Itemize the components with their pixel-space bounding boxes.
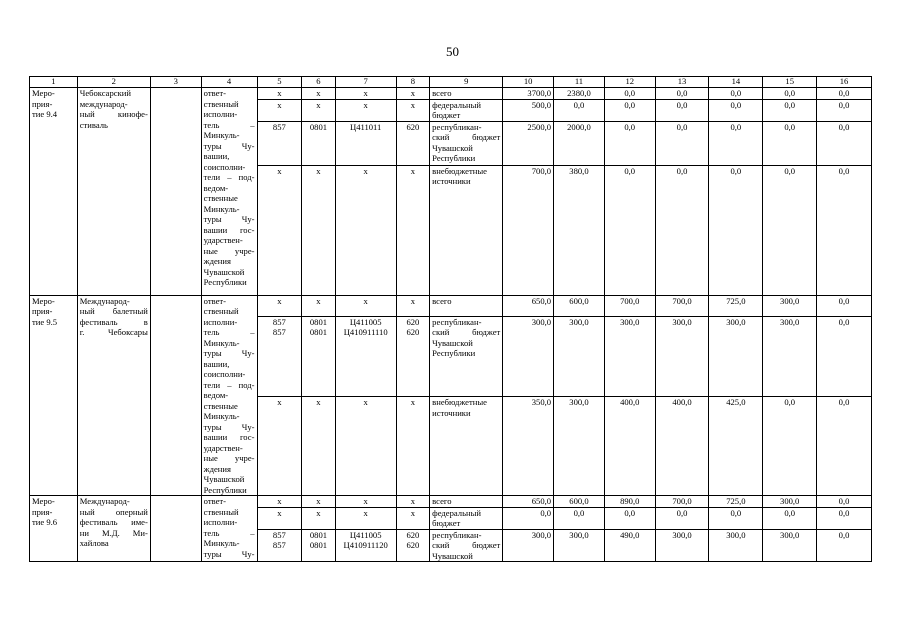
text-line: ственный: [203, 306, 239, 316]
header-cell: 13: [655, 77, 709, 88]
amount-cell: 0,0: [554, 507, 605, 529]
amount-cell: 0,0: [817, 529, 872, 562]
amount-cell: 2500,0: [503, 121, 554, 165]
responsible-executor: [201, 496, 257, 562]
budget-code-c8: x: [396, 295, 430, 316]
text-line: фестиваль име-: [79, 517, 148, 527]
text-line: Чувашской: [203, 474, 245, 484]
amount-cell: 700,0: [655, 496, 709, 508]
budget-code-c7: [335, 316, 396, 396]
text-line: Республики: [432, 348, 476, 359]
amount-cell: 0,0: [817, 397, 872, 496]
amount-cell: 890,0: [604, 496, 655, 508]
text-line: ственный: [203, 98, 239, 109]
amount-cell: 300,0: [763, 316, 817, 396]
text-line: Международ-: [79, 295, 130, 306]
text-line: туры Чу-: [203, 214, 255, 224]
amount-cell: 0,0: [604, 99, 655, 121]
budget-code-c8: x: [396, 99, 430, 121]
text-line: 620: [406, 327, 420, 338]
text-line: внебюджетные: [432, 165, 487, 176]
text-line: Минкуль-: [203, 203, 240, 214]
amount-cell: 300,0: [554, 529, 605, 562]
event-name: [77, 295, 150, 496]
text-line: источники: [432, 407, 471, 418]
budget-code-c8: x: [396, 496, 430, 508]
text-line: федеральный: [432, 99, 481, 110]
amount-cell: 0,0: [763, 88, 817, 100]
empty-cell: [150, 295, 201, 496]
text-line: Ц411005: [349, 529, 382, 540]
empty-cell: [150, 496, 201, 562]
header-cell: 10: [503, 77, 554, 88]
budget-code-c5: [257, 529, 302, 562]
text-line: республикан-: [432, 121, 482, 132]
budget-code-c5: x: [257, 88, 302, 100]
funding-source: [430, 88, 503, 100]
budget-code-c6: x: [302, 99, 336, 121]
budget-code-c8: [396, 529, 430, 562]
amount-cell: 0,0: [709, 88, 763, 100]
amount-cell: 300,0: [763, 496, 817, 508]
budget-code-c8: [396, 316, 430, 396]
amount-cell: 300,0: [503, 529, 554, 562]
funding-source: [430, 121, 503, 165]
budget-code-c6: x: [302, 397, 336, 496]
text-line: Республики: [432, 153, 476, 163]
amount-cell: 0,0: [817, 165, 872, 295]
amount-cell: 0,0: [817, 507, 872, 529]
amount-cell: 0,0: [817, 99, 872, 121]
text-line: исполни-: [203, 517, 238, 527]
budget-code-c5: x: [257, 496, 302, 508]
amount-cell: 300,0: [709, 529, 763, 562]
page-number: 50: [446, 44, 459, 59]
text-line: ственный: [203, 506, 239, 517]
text-line: Чувашской: [203, 266, 245, 277]
amount-cell: 400,0: [604, 397, 655, 496]
amount-cell: 0,0: [817, 295, 872, 316]
budget-code-c8: x: [396, 165, 430, 295]
header-row: [30, 77, 872, 88]
amount-cell: 0,0: [655, 165, 709, 295]
text-line: 857: [272, 540, 286, 550]
budget-code-c7: [335, 529, 396, 562]
amount-cell: 400,0: [655, 397, 709, 496]
text-line: ждения: [203, 256, 231, 266]
funding-source: [430, 496, 503, 508]
funding-source: [430, 295, 503, 316]
header-cell: 1: [30, 77, 78, 88]
text-line: ные учре-: [203, 245, 255, 256]
text-line: тель –: [203, 119, 255, 130]
header-cell: 14: [709, 77, 763, 88]
text-line: туры Чу-: [203, 421, 255, 432]
text-line: Меро-: [32, 295, 55, 306]
budget-code-c7: x: [335, 165, 396, 295]
empty-cell: [150, 88, 201, 296]
text-line: туры Чу-: [203, 348, 255, 358]
text-line: вашии гос-: [203, 432, 255, 442]
text-line: ственные: [203, 193, 238, 203]
budget-code-c8: x: [396, 88, 430, 100]
amount-cell: 300,0: [554, 397, 605, 496]
text-line: вашии,: [203, 358, 230, 369]
budget-code-c6: [302, 529, 336, 562]
budget-code-c6: x: [302, 88, 336, 100]
budget-code-c5: x: [257, 397, 302, 496]
amount-cell: 0,0: [763, 165, 817, 295]
text-line: вашии гос-: [203, 224, 255, 235]
text-line: ный оперный: [79, 506, 148, 517]
budget-code-c7: x: [335, 295, 396, 316]
text-line: 620: [406, 316, 420, 327]
amount-cell: 300,0: [709, 316, 763, 396]
text-line: 620: [406, 529, 420, 540]
budget-code-c5: [257, 316, 302, 396]
amount-cell: 300,0: [655, 316, 709, 396]
text-line: Чувашской: [432, 337, 473, 348]
budget-code-c5: x: [257, 165, 302, 295]
amount-cell: 0,0: [604, 165, 655, 295]
text-line: всего: [432, 295, 452, 306]
amount-cell: 0,0: [817, 316, 872, 396]
amount-cell: 380,0: [554, 165, 605, 295]
amount-cell: 0,0: [655, 99, 709, 121]
amount-cell: 0,0: [817, 88, 872, 100]
amount-cell: 725,0: [709, 496, 763, 508]
amount-cell: 0,0: [709, 507, 763, 529]
amount-cell: 0,0: [763, 397, 817, 496]
text-line: тели – под-: [203, 172, 255, 182]
text-line: 0801: [309, 316, 328, 327]
header-cell: 3: [150, 77, 201, 88]
text-line: прия-: [32, 98, 53, 109]
amount-cell: 0,0: [817, 496, 872, 508]
amount-cell: 0,0: [655, 507, 709, 529]
budget-code-c7: Ц411011: [335, 121, 396, 165]
text-line: исполни-: [203, 109, 238, 119]
amount-cell: 300,0: [763, 295, 817, 316]
text-line: источники: [432, 176, 471, 186]
header-cell: 6: [302, 77, 336, 88]
text-line: бюджет: [432, 110, 461, 120]
amount-cell: 2000,0: [554, 121, 605, 165]
text-line: Меро-: [32, 496, 55, 506]
funding-source: [430, 99, 503, 121]
funding-source: [430, 529, 503, 562]
text-line: ударствен-: [203, 442, 243, 453]
text-line: Ц411005: [349, 316, 382, 327]
text-line: ведом-: [203, 390, 229, 400]
amount-cell: 0,0: [655, 121, 709, 165]
text-line: стиваль: [79, 119, 108, 130]
budget-code-c5: 857: [257, 121, 302, 165]
header-cell: 8: [396, 77, 430, 88]
budget-code-c5: x: [257, 295, 302, 316]
text-line: международ-: [79, 98, 128, 109]
amount-cell: 300,0: [655, 529, 709, 562]
text-line: ведом-: [203, 182, 229, 193]
text-line: внебюджетные: [432, 397, 487, 408]
responsible-executor: [201, 88, 257, 296]
text-line: всего: [432, 88, 452, 98]
text-line: Республики: [203, 484, 247, 495]
text-line: 0801: [309, 327, 328, 338]
text-line: Меро-: [32, 88, 55, 98]
text-line: ответ-: [203, 88, 227, 98]
text-line: ский бюджет: [432, 327, 501, 338]
amount-cell: 700,0: [604, 295, 655, 316]
text-line: ответ-: [203, 496, 227, 506]
text-line: ответ-: [203, 295, 227, 306]
text-line: соисполни-: [203, 161, 246, 172]
header-cell: 15: [763, 77, 817, 88]
text-line: Ц410911110: [343, 327, 388, 338]
amount-cell: 490,0: [604, 529, 655, 562]
text-line: тие 9.6: [32, 517, 58, 527]
text-line: Чувашской: [432, 550, 473, 561]
text-line: тие 9.4: [32, 109, 58, 119]
text-line: Республики: [203, 277, 247, 287]
text-line: Ц410911120: [343, 540, 388, 550]
text-line: 0801: [309, 540, 328, 550]
text-line: Минкуль-: [203, 538, 240, 548]
funding-source: [430, 507, 503, 529]
amount-cell: 300,0: [763, 529, 817, 562]
text-line: ский бюджет: [432, 132, 501, 142]
text-line: хайлова: [79, 538, 109, 548]
text-line: 857: [272, 327, 286, 338]
table-row: [30, 295, 872, 316]
amount-cell: 300,0: [503, 316, 554, 396]
text-line: ные учре-: [203, 453, 255, 463]
budget-code-c6: 0801: [302, 121, 336, 165]
amount-cell: 650,0: [503, 295, 554, 316]
funding-source: [430, 165, 503, 295]
budget-code-c5: x: [257, 99, 302, 121]
text-line: 0801: [309, 529, 328, 540]
amount-cell: 0,0: [554, 99, 605, 121]
text-line: бюджет: [432, 518, 461, 528]
text-line: ский бюджет: [432, 540, 501, 550]
event-name: [77, 496, 150, 562]
amount-cell: 300,0: [554, 316, 605, 396]
text-line: всего: [432, 496, 452, 506]
text-line: г. Чебоксары: [79, 327, 148, 337]
text-line: тие 9.5: [32, 316, 58, 327]
amount-cell: 0,0: [604, 507, 655, 529]
text-line: прия-: [32, 306, 53, 316]
text-line: ный кинофе-: [79, 109, 148, 119]
header-cell: 2: [77, 77, 150, 88]
text-line: вашии,: [203, 151, 230, 161]
event-name: [77, 88, 150, 296]
text-line: Минкуль-: [203, 411, 240, 421]
amount-cell: 2380,0: [554, 88, 605, 100]
amount-cell: 725,0: [709, 295, 763, 316]
header-cell: 16: [817, 77, 872, 88]
table-row: [30, 88, 872, 100]
amount-cell: 300,0: [604, 316, 655, 396]
header-cell: 12: [604, 77, 655, 88]
event-code: [30, 295, 78, 496]
amount-cell: 0,0: [763, 507, 817, 529]
event-code: [30, 88, 78, 296]
budget-code-c7: x: [335, 496, 396, 508]
text-line: туры Чу-: [203, 548, 255, 559]
amount-cell: 600,0: [554, 295, 605, 316]
amount-cell: 0,0: [655, 88, 709, 100]
budget-code-c6: x: [302, 295, 336, 316]
header-cell: 4: [201, 77, 257, 88]
amount-cell: 0,0: [709, 99, 763, 121]
budget-code-c7: x: [335, 88, 396, 100]
text-line: Минкуль-: [203, 130, 240, 140]
text-line: тель –: [203, 327, 255, 337]
budget-code-c8: 620: [396, 121, 430, 165]
text-line: 857: [272, 316, 286, 327]
table-row: [30, 496, 872, 508]
amount-cell: 0,0: [763, 99, 817, 121]
text-line: ни М.Д. Ми-: [79, 527, 148, 538]
budget-code-c7: x: [335, 99, 396, 121]
text-line: прия-: [32, 506, 53, 517]
amount-cell: 0,0: [709, 121, 763, 165]
text-line: соисполни-: [203, 369, 246, 379]
text-line: 857: [272, 529, 286, 540]
amount-cell: 650,0: [503, 496, 554, 508]
budget-code-c6: x: [302, 507, 336, 529]
text-line: тель –: [203, 527, 255, 538]
amount-cell: 0,0: [503, 507, 554, 529]
text-line: ждения: [203, 463, 231, 474]
header-cell: 7: [335, 77, 396, 88]
budget-code-c7: x: [335, 397, 396, 496]
text-line: ственные: [203, 400, 238, 411]
text-line: Международ-: [79, 496, 130, 506]
budget-code-c6: [302, 316, 336, 396]
budget-code-c8: x: [396, 397, 430, 496]
amount-cell: 0,0: [763, 121, 817, 165]
amount-cell: 425,0: [709, 397, 763, 496]
text-line: ный балетный: [79, 306, 148, 316]
text-line: ударствен-: [203, 235, 243, 245]
amount-cell: 0,0: [604, 121, 655, 165]
budget-table: [29, 76, 872, 562]
budget-code-c6: x: [302, 165, 336, 295]
budget-code-c6: x: [302, 496, 336, 508]
text-line: республикан-: [432, 529, 482, 540]
amount-cell: 700,0: [503, 165, 554, 295]
amount-cell: 350,0: [503, 397, 554, 496]
amount-cell: 700,0: [655, 295, 709, 316]
header-cell: 11: [554, 77, 605, 88]
amount-cell: 3700,0: [503, 88, 554, 100]
amount-cell: 0,0: [604, 88, 655, 100]
text-line: Минкуль-: [203, 337, 240, 348]
text-line: фестиваль в: [79, 316, 148, 327]
text-line: Чебоксарский: [79, 88, 131, 98]
text-line: Чувашской: [432, 142, 473, 153]
text-line: тели – под-: [203, 379, 255, 390]
amount-cell: 0,0: [817, 121, 872, 165]
budget-code-c5: x: [257, 507, 302, 529]
funding-source: [430, 316, 503, 396]
text-line: республикан-: [432, 316, 482, 327]
responsible-executor: [201, 295, 257, 496]
event-code: [30, 496, 78, 562]
text-line: туры Чу-: [203, 140, 255, 151]
text-line: федеральный: [432, 507, 481, 518]
amount-cell: 0,0: [709, 165, 763, 295]
header-cell: 5: [257, 77, 302, 88]
budget-code-c7: x: [335, 507, 396, 529]
text-line: 620: [406, 540, 420, 550]
text-line: исполни-: [203, 316, 238, 327]
amount-cell: 500,0: [503, 99, 554, 121]
budget-code-c8: x: [396, 507, 430, 529]
funding-source: [430, 397, 503, 496]
header-cell: 9: [430, 77, 503, 88]
amount-cell: 600,0: [554, 496, 605, 508]
